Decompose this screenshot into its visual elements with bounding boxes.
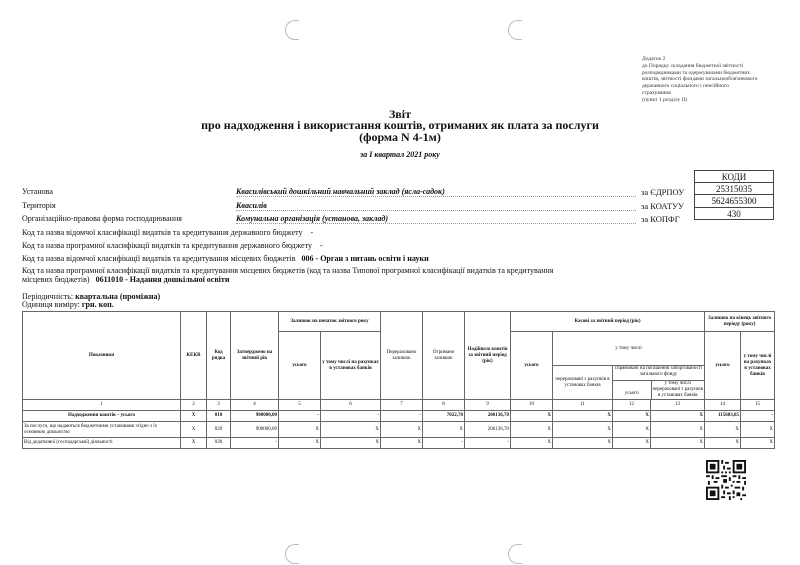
codes-box <box>694 170 774 220</box>
unit-line <box>22 300 114 309</box>
org-form-label: Організаційно-правова форма господарювання <box>22 214 182 223</box>
periodicity-label: Періодичність: <box>22 292 74 301</box>
row-bal-banks: X <box>321 438 381 449</box>
row-c13: X <box>651 411 705 422</box>
table-row <box>23 422 775 438</box>
header-balance-end-banks: у тому числі на рахунках в установах банків <box>741 332 775 400</box>
punch-hole-bottom-right <box>508 544 522 564</box>
annex-line: державного соціального і пенсійного <box>642 83 729 90</box>
row-end-total: 115603,85 <box>705 411 741 422</box>
header-kekv: КЕКВ <box>181 312 207 400</box>
header-balance-end-total: усього <box>705 332 741 400</box>
row-c13: X <box>651 422 705 438</box>
row-bal-banks: - <box>321 411 381 422</box>
header-balance-end: Залишок на кінець звітного періоду (року) <box>705 312 775 332</box>
institution-value: Квасилівський дошкільний навчальний заклад (ясла-садок) <box>236 187 636 197</box>
row-end-banks: X <box>741 422 775 438</box>
row-end-banks: X <box>741 438 775 449</box>
col-number: 5 <box>279 400 321 411</box>
prog-state-value: - <box>319 241 323 250</box>
row-kekv: X <box>181 411 207 422</box>
prog-local-line <box>22 266 642 284</box>
row-approved: 900000,00 <box>231 422 279 438</box>
header-directed-incl: у тому числі перераховані з рахунків в установах банків <box>652 381 704 398</box>
dept-state-value: - <box>310 228 314 237</box>
col-number: 9 <box>465 400 511 411</box>
org-form-value: Комунальна організація (установа, заклад) <box>236 214 636 224</box>
header-balance-start-banks: у тому числі на рахунках в установах банків <box>321 332 381 400</box>
header-cash-expenses: Касові за звітний період (рік) <box>511 312 705 332</box>
annex-line: до Порядку складання бюджетної звітності <box>642 62 744 69</box>
row-kekv: X <box>181 438 207 449</box>
dept-local-value: 006 - Орган з питань освіти і науки <box>301 254 429 263</box>
row-end-total: X <box>705 422 741 438</box>
annex-line: коштів, звітності фондами загальнообов'язкового <box>642 76 758 83</box>
prog-local-label-2: місцевих бюджетів) <box>22 275 90 284</box>
header-received: Отримано залишок <box>423 312 465 400</box>
dept-state-label: Код та назва відомчої класифікації видатків та кредитування державного бюджету <box>22 228 303 237</box>
annex-line: (пункт 1 розділу II) <box>642 96 688 103</box>
header-row-code: Код рядка <box>207 312 231 400</box>
report-period: за I квартал 2021 року <box>360 150 440 159</box>
dept-local-label: Код та назва відомчої класифікації видатків та кредитування місцевих бюджетів <box>22 254 296 263</box>
prog-state-label: Код та назва програмної класифікації видатків та кредитування державного бюджету <box>22 241 312 250</box>
row-bal-total: - <box>279 411 321 422</box>
row-end-banks: - <box>741 411 775 422</box>
row-received: 7022,70 <box>423 411 465 422</box>
unit-label: Одиниця виміру: <box>22 300 80 309</box>
col-number: 13 <box>651 400 705 411</box>
col-number: 7 <box>381 400 423 411</box>
row-name: Надходження коштів – усього <box>23 411 181 422</box>
header-directed-fund <box>613 366 705 400</box>
codes-title: КОДИ <box>694 170 774 183</box>
report-title: Звіт <box>388 107 412 121</box>
col-number: 11 <box>553 400 613 411</box>
col-number: 1 <box>23 400 181 411</box>
edrpou-code: 25315035 <box>694 183 774 196</box>
col-number: 12 <box>613 400 651 411</box>
col-number: 8 <box>423 400 465 411</box>
report-table <box>22 311 775 449</box>
column-numbers-row <box>23 400 775 411</box>
row-c12: X <box>613 411 651 422</box>
header-balance-start: Залишок на початок звітного року <box>279 312 381 332</box>
prog-state-line <box>22 241 323 250</box>
row-cash: X <box>511 438 553 449</box>
row-approved: - <box>231 438 279 449</box>
header-approved: Затверджено на звітний рік <box>231 312 279 400</box>
row-c11: X <box>553 411 613 422</box>
unit-value: грн. коп. <box>81 300 114 309</box>
territory-label: Територія <box>22 201 56 210</box>
annex-note <box>642 56 792 104</box>
row-c11: X <box>553 422 613 438</box>
row-cash: X <box>511 422 553 438</box>
koatuu-label: за КОАТУУ <box>641 201 685 211</box>
row-received: X <box>423 422 465 438</box>
col-number: 2 <box>181 400 207 411</box>
prog-local-value: 0611010 - Надання дошкільної освіти <box>95 275 230 284</box>
row-income: 206136,70 <box>465 411 511 422</box>
kopfg-label: за КОПФГ <box>641 214 680 224</box>
row-bal-total: X <box>279 438 321 449</box>
col-number: 10 <box>511 400 553 411</box>
row-c12: X <box>613 422 651 438</box>
qr-code <box>706 460 746 500</box>
header-transferred-accounts: перераховані з рахунків в установах банків <box>553 366 613 400</box>
report-form: (форма N 4-1м) <box>359 130 441 144</box>
periodicity-value: квартальна (проміжна) <box>75 292 161 301</box>
annex-line: розпорядниками та одержувачами бюджетних <box>642 69 750 76</box>
territory-value: Квасилів <box>236 201 636 211</box>
row-cash: X <box>511 411 553 422</box>
col-number: 3 <box>207 400 231 411</box>
row-transferred: X <box>381 422 423 438</box>
header-cash-total: усього <box>511 332 553 400</box>
row-transferred: - <box>381 411 423 422</box>
row-code: 030 <box>207 438 231 449</box>
row-received: - <box>423 438 465 449</box>
col-number: 15 <box>741 400 775 411</box>
header-directed-fund-label: спрямовані на погашення заборгованості загального фонду <box>614 366 703 377</box>
row-approved: 900000,00 <box>231 411 279 422</box>
edrpou-label: за ЄДРПОУ <box>641 187 685 197</box>
row-code: 020 <box>207 422 231 438</box>
row-c13: X <box>651 438 705 449</box>
header-transferred: Перераховано залишок <box>381 312 423 400</box>
dept-state-line <box>22 228 313 237</box>
row-bal-banks: X <box>321 422 381 438</box>
row-code: 010 <box>207 411 231 422</box>
kopfg-code: 430 <box>694 208 774 221</box>
row-end-total: X <box>705 438 741 449</box>
koatuu-code: 5624655300 <box>694 195 774 208</box>
report-subtitle: про надходження і використання коштів, отриманих як плата за послуги <box>201 118 599 132</box>
col-number: 4 <box>231 400 279 411</box>
dept-local-line <box>22 254 429 263</box>
header-cash-incl: у тому числі <box>553 332 705 366</box>
row-bal-total: X <box>279 422 321 438</box>
table-row <box>23 411 775 422</box>
row-c11: X <box>553 438 613 449</box>
punch-hole-top-left <box>285 20 299 40</box>
row-name: Від додаткової (господарської) діяльності <box>23 438 181 449</box>
punch-hole-bottom-left <box>285 544 299 564</box>
col-number: 6 <box>321 400 381 411</box>
header-income: Надійшло коштів за звітний період (рік) <box>465 312 511 400</box>
col-number: 14 <box>705 400 741 411</box>
header-directed-total: усього <box>613 381 652 399</box>
prog-local-label-1: Код та назва програмної класифікації видатків та кредитування місцевих бюджетів (код та назва Типової програмної класифікації видатків та кредитування <box>22 266 554 275</box>
punch-hole-top-right <box>508 20 522 40</box>
row-income: - <box>465 438 511 449</box>
row-income: 206136,70 <box>465 422 511 438</box>
row-kekv: X <box>181 422 207 438</box>
row-transferred: X <box>381 438 423 449</box>
header-indicator: Показники <box>23 312 181 400</box>
row-c12: X <box>613 438 651 449</box>
table-row <box>23 438 775 449</box>
row-name: За послуги, що надаються бюджетними установами згідно з їх основною діяльністю <box>23 422 181 438</box>
annex-line: Додаток 2 <box>642 56 666 62</box>
annex-line: страхування <box>642 89 671 96</box>
institution-label: Установа <box>22 187 53 196</box>
header-balance-start-total: усього <box>279 332 321 400</box>
